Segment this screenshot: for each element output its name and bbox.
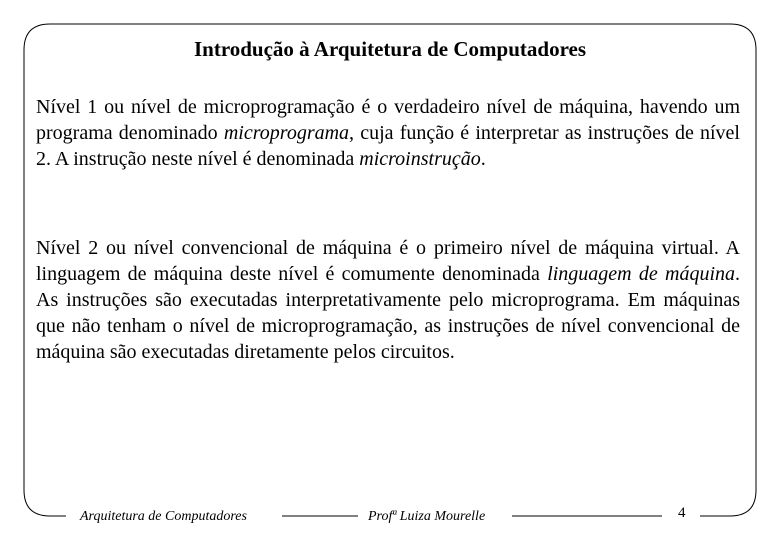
- footer-course: Arquitetura de Computadores: [80, 509, 247, 524]
- italic-term: microprograma: [223, 122, 350, 144]
- footer-author: Profª Luiza Mourelle: [368, 509, 486, 524]
- paragraph-text: , cuja função é interpretar as instruções de nível 2. A instrução neste nível é denominada: [36, 122, 740, 170]
- paragraph-level-1: [36, 94, 740, 172]
- paragraph-text: Nível 1 ou nível de microprogramação é o verdadeiro nível de máquina, havendo um programa denominado: [36, 96, 740, 144]
- italic-term: linguagem de máquina: [547, 263, 735, 285]
- paragraph-level-2: [36, 235, 740, 365]
- slide-title: Introdução à Arquitetura de Computadores: [193, 37, 587, 61]
- paragraph-text: .: [480, 148, 486, 170]
- italic-term: microinstrução: [359, 148, 481, 170]
- paragraph-text: Nível 2 ou nível convencional de máquina é o primeiro nível de máquina virtual. A linguagem de máquina deste nível é comumente denominada: [36, 237, 740, 285]
- page-number: 4: [678, 505, 686, 521]
- paragraph-text: . As instruções são executadas interpretativamente pelo microprograma. Em máquinas que não tenham o nível de microprogramação, as instruções de nível convencional de máquina são executadas diretamente pelos circuitos.: [36, 263, 740, 363]
